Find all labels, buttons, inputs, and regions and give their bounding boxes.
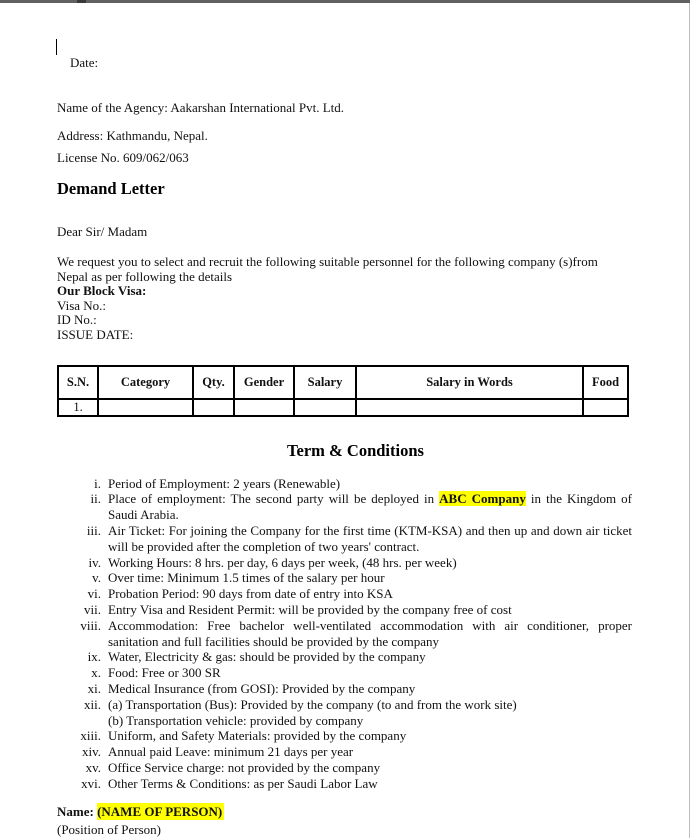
term-text: Other Terms & Conditions: as per Saudi Labor Law bbox=[108, 775, 378, 791]
term-numeral: v. bbox=[92, 570, 101, 586]
term-text: Water, Electricity & gas: should be provided by the company bbox=[108, 649, 426, 665]
demand-table-header-cell: Gender bbox=[234, 366, 294, 399]
term-text: (a) Transportation (Bus): Provided by the company (to and from the work site) (b) Transportation vehicle: provided by company bbox=[108, 696, 517, 728]
term-item bbox=[57, 681, 632, 697]
highlighted-text: ABC Company bbox=[439, 491, 526, 507]
demand-table-header-row bbox=[58, 366, 628, 399]
demand-table-header-cell: Salary in Words bbox=[356, 366, 583, 399]
term-numeral: viii. bbox=[80, 617, 101, 633]
term-numeral: xv. bbox=[85, 759, 101, 775]
demand-table-body bbox=[58, 399, 628, 416]
license-line: License No. 609/062/063 bbox=[57, 150, 189, 165]
term-item bbox=[57, 491, 632, 523]
agency-line: Name of the Agency: Aakarshan International Pvt. Ltd. bbox=[57, 100, 345, 115]
term-text: Place of employment: The second party will be deployed in ABC Company in the Kingdom of Saudi Arabia. bbox=[108, 491, 633, 523]
term-item bbox=[57, 728, 632, 744]
term-numeral: ii. bbox=[90, 491, 101, 507]
term-text: Air Ticket: For joining the Company for the first time (KTM-KSA) and then up and down air ticket will be provided after the completion of two years' contract. bbox=[108, 522, 632, 554]
term-item bbox=[57, 523, 632, 555]
demand-table bbox=[57, 365, 629, 417]
term-text: Period of Employment: 2 years (Renewable) bbox=[108, 475, 341, 491]
signature-name-line bbox=[57, 803, 632, 821]
term-numeral: iii. bbox=[86, 522, 101, 538]
term-numeral: xi. bbox=[87, 680, 101, 696]
id-no-line: ID No.: bbox=[57, 312, 97, 328]
table-cell[interactable] bbox=[294, 399, 356, 416]
term-item bbox=[57, 744, 632, 760]
table-cell[interactable] bbox=[98, 399, 193, 416]
table-row bbox=[58, 399, 628, 416]
date-label: Date: bbox=[70, 55, 99, 70]
demand-table-header-cell: Salary bbox=[294, 366, 356, 399]
term-text: Working Hours: 8 hrs. per day, 6 days per week, (48 hrs. per week) bbox=[108, 554, 457, 570]
term-numeral: i. bbox=[94, 475, 101, 491]
salutation-line: Dear Sir/ Madam bbox=[57, 224, 148, 239]
term-text: Office Service charge: not provided by the company bbox=[108, 759, 381, 775]
text-cursor bbox=[56, 39, 57, 55]
term-item bbox=[57, 602, 632, 618]
term-text: Probation Period: 90 days from date of entry into KSA bbox=[108, 586, 393, 602]
term-text: Annual paid Leave: minimum 21 days per year bbox=[108, 744, 354, 760]
top-scrollbar-thumb[interactable] bbox=[77, 0, 86, 3]
term-numeral: vi. bbox=[87, 586, 101, 602]
term-item bbox=[57, 570, 632, 586]
term-text: Uniform, and Safety Materials: provided by the company bbox=[108, 728, 407, 744]
date-line bbox=[57, 39, 632, 87]
demand-table-header-cell: S.N. bbox=[58, 366, 98, 399]
address-line: Address: Kathmandu, Nepal. bbox=[57, 128, 208, 143]
term-text: Food: Free or 300 SR bbox=[108, 665, 221, 681]
table-cell[interactable] bbox=[193, 399, 234, 416]
name-label: Name: bbox=[57, 803, 98, 819]
term-item bbox=[57, 760, 632, 776]
demand-table-header-cell: Qty. bbox=[193, 366, 234, 399]
term-numeral: xiv. bbox=[81, 744, 101, 760]
issue-date-line: ISSUE DATE: bbox=[57, 326, 134, 342]
term-item bbox=[57, 555, 632, 571]
intro-paragraph: We request you to select and recruit the following suitable personnel for the following company (s)from Nepal as per following the details bbox=[57, 254, 598, 284]
term-text: Accommodation: Free bachelor well-ventilated accommodation with air conditioner, proper sanitation and full facilities should be provided by the company bbox=[108, 617, 632, 649]
terms-heading: Term & Conditions bbox=[287, 440, 424, 460]
document-title: Demand Letter bbox=[57, 179, 165, 198]
window-top-edge bbox=[0, 0, 690, 3]
term-numeral: xvi. bbox=[81, 775, 101, 791]
term-item bbox=[57, 476, 632, 492]
term-item bbox=[57, 586, 632, 602]
visa-no-line: Visa No.: bbox=[57, 297, 107, 313]
table-cell[interactable] bbox=[583, 399, 628, 416]
term-numeral: xii. bbox=[84, 696, 101, 712]
signature-position-line: (Position of Person) bbox=[57, 821, 161, 837]
term-text: Entry Visa and Resident Permit: will be provided by the company free of cost bbox=[108, 601, 512, 617]
term-item bbox=[57, 776, 632, 792]
term-item bbox=[57, 665, 632, 681]
table-cell[interactable] bbox=[234, 399, 294, 416]
terms-list bbox=[57, 476, 632, 792]
term-numeral: vii. bbox=[84, 601, 101, 617]
block-visa-heading: Our Block Visa: bbox=[57, 283, 147, 299]
name-value-highlighted: (NAME OF PERSON) bbox=[97, 803, 223, 819]
term-numeral: x. bbox=[91, 665, 101, 681]
term-text: Over time: Minimum 1.5 times of the salary per hour bbox=[108, 570, 385, 586]
term-item bbox=[57, 649, 632, 665]
demand-table-header-cell: Food bbox=[583, 366, 628, 399]
table-cell[interactable] bbox=[356, 399, 583, 416]
term-text: Medical Insurance (from GOSI): Provided by the company bbox=[108, 680, 416, 696]
term-item bbox=[57, 697, 632, 729]
demand-table-header-cell: Category bbox=[98, 366, 193, 399]
document-page[interactable] bbox=[57, 3, 632, 838]
term-numeral: iv. bbox=[88, 554, 101, 570]
term-numeral: xiii. bbox=[80, 728, 101, 744]
term-numeral: ix. bbox=[87, 649, 101, 665]
table-cell[interactable]: 1. bbox=[58, 399, 98, 416]
term-item bbox=[57, 618, 632, 650]
